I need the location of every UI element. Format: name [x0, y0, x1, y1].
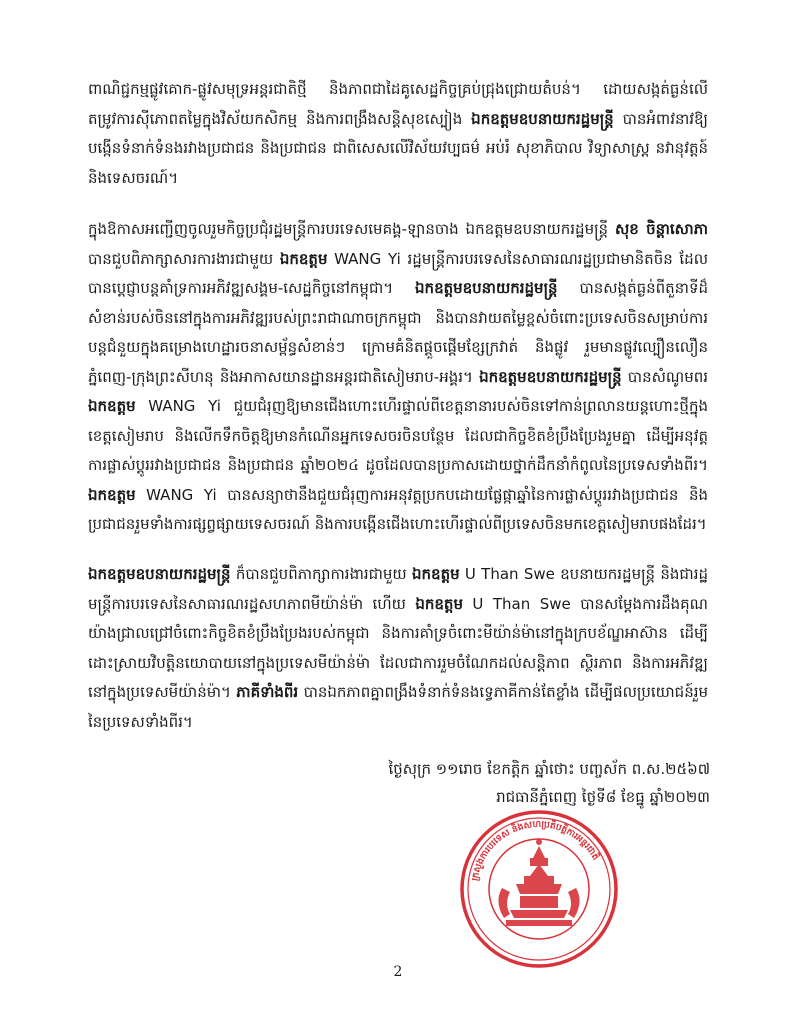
bold-name-text: ឯកឧត្តម: [88, 485, 136, 504]
body-text: U Than Swe បានសម្តែងការដឹងគុណយ៉ាងជ្រាលជ្រៅចំពោះកិច្ចខិតខំប្រឹងប្រែងរបស់កម្ពុជា និងការគាំទ្រចំពោះមីយ៉ាន់ម៉ានៅក្នុងក្របខ័ណ្ឌអាស៊ាន ដើម្បីដោះស្រាយវិបត្តិនយោបាយនៅក្នុងប្រទេសមីយ៉ាន់ម៉ា ដែលជាការរួមចំណែកដល់សន្តិភាព ស្ថិរភាព និងការអភិវឌ្ឍនៅក្នុងប្រទេសមីយ៉ាន់ម៉ា។: [88, 594, 708, 701]
body-text: ក៏បានជួបពិភាក្សាការងារជាមួយ: [230, 565, 412, 583]
body-text: បានសង្កត់ធ្ងន់ពីតួនាទីដ៏សំខាន់របស់ចិននៅក្នុងការអភិវឌ្ឍរបស់ព្រះរាជាណាចក្រកម្ពុជា និងបានវាយតម្លៃខ្ពស់ចំពោះប្រទេសចិនសម្រាប់ការបន្តជំនួយក្នុងគម្រោងហេដ្ឋារចនាសម្ព័ន្ធសំខាន់ៗ ក្រោមគំនិតផ្តួចផ្តើមខ្សែក្រវាត់ និងផ្លូវ រួមមានផ្លូវល្បឿនលឿនភ្នំពេញ-ក្រុងព្រះសីហនុ និងអាកាសយានដ្ឋានអន្តរជាតិសៀមរាប-អង្គរ។: [88, 279, 709, 386]
body-text: WANG Yi រដ្ឋមន្ត្រីការបរទេសនៃសាធារណរដ្ឋប្រជាមានិតចិន ដែលបានប្តេជ្ញាបន្តគាំទ្រការអភិវឌ្ឍសង្គម-សេដ្ឋកិច្ចនៅកម្ពុជា។: [88, 249, 708, 297]
body-text: បានឯកភាពគ្នាពង្រឹងទំនាក់ទំនងទ្វេភាគីកាន់តែខ្លាំង ដើម្បីផលប្រយោជន៍រួមនៃប្រទេសទាំងពីរ។: [88, 683, 708, 731]
body-text: WANG Yi បានសន្យាថានឹងជួយជំរុញការអនុវត្តប្រកបដោយផ្លែផ្កាឆ្នាំនៃការផ្លាស់ប្តូររវាងប្រជាជន និងប្រជាជនរួមទាំងការផ្សព្វផ្សាយទេសចរណ៍ និងការបង្កើនជើងហោះហើរផ្ទាល់ពីប្រទេសចិនមកខេត្តសៀមរាបផងដែរ។: [88, 485, 708, 533]
date-solar: រាជធានីភ្នំពេញ ថ្ងៃទី៨ ខែធ្នូ ឆ្នាំ២០២៣: [496, 788, 710, 806]
body-text: ពាណិជ្ជកម្មផ្លូវគោក-ផ្លូវសមុទ្រអន្តរជាតិថ្មី និងភាពជាដៃគូសេដ្ឋកិច្ចគ្រប់ជ្រុងជ្រោយតំបន់។ ដោយសង្កត់ធ្ងន់លើតម្រូវការស៊ីភោពតម្លៃក្នុងវិស័យកសិកម្ម និងការពង្រឹងសន្តិសុខស្បៀង: [88, 80, 708, 128]
paragraph-1: [88, 75, 708, 193]
date-lunar: ថ្ងៃសុក្រ ១១រោច ខែកត្តិក ឆ្នាំថោះ បញ្ចស័ក ព.ស.២៥៦៧: [388, 760, 710, 778]
bold-name-text: ឯកឧត្តម: [412, 565, 460, 583]
bold-name-text: ឯកឧត្តម: [88, 397, 136, 415]
page-number: 2: [393, 964, 403, 980]
bold-name-text: ឯកឧត្តមឧបនាយករដ្ឋមន្ត្រី: [88, 565, 231, 583]
bold-name-text: ឯកឧត្តមឧបនាយករដ្ឋមន្ត្រី: [479, 367, 622, 386]
body-text: បានជួបពិភាក្សាសារការងារជាមួយ: [88, 249, 280, 268]
body-text: បានសំណូមពរ: [621, 367, 709, 386]
svg-text:ក្រសួងការបរទេស និងសហប្រតិបត្តិ: ក្រសួងការបរទេស និងសហប្រតិបត្តិការអន្តរជាតិ: [470, 819, 601, 882]
paragraph-2: [88, 215, 708, 540]
body-text: ក្នុងឱកាសអញ្ជើញចូលរួមកិច្ចប្រជុំរដ្ឋមន្ត្រីការបរទេសមេគង្គ-ឡានចាង ឯកឧត្តមឧបនាយករដ្ឋមន្ត្រី: [88, 220, 615, 238]
body-text: បានអំពាវនាវឱ្យបង្កើនទំនាក់ទំនងរវាងប្រជាជន និងប្រជាជន ជាពិសេសលើវិស័យវប្បធម៌ អប់រំ សុខាភិបាល វិទ្យាសាស្ត្រ នវានុវត្តន៍ និងទេសចរណ៍។: [88, 109, 708, 187]
bold-name-text: ឯកឧត្តមឧបនាយករដ្ឋមន្ត្រី: [471, 109, 614, 128]
bold-name-text: ឯកឧត្តម: [279, 249, 328, 268]
paragraph-3: [88, 560, 708, 737]
bold-name-text: សុខ ចិន្តាសោភា: [614, 220, 708, 238]
bold-name-text: ឯកឧត្តម: [415, 594, 463, 613]
body-text: WANG Yi ជួយជំរុញឱ្យមានជើងហោះហើរផ្ទាល់ពីខេត្តនានារបស់ចិនទៅកាន់ព្រលានយន្តហោះថ្មីក្នុងខេត្តសៀមរាប និងលើកទឹកចិត្តឱ្យមានកំណើនអ្នកទេសចរចិនបន្ថែម ដែលជាកិច្ចខិតខំប្រឹងប្រែងរួមគ្នា ដើម្បីអនុវត្តការផ្លាស់ប្តូររវាងប្រជាជន និងប្រជាជន ឆ្នាំ២០២៤ ដូចដែលបានប្រកាសដោយថ្នាក់ដឹកនាំកំពូលនៃប្រទេសទាំងពីរ។: [88, 397, 708, 474]
bold-name-text: ភាគីទាំងពីរ: [236, 683, 299, 701]
bold-name-text: ឯកឧត្តមឧបនាយករដ្ឋមន្ត្រី: [415, 279, 558, 297]
ministry-seal-icon: [458, 808, 620, 970]
body-text: U Than Swe ឧបនាយករដ្ឋមន្ត្រី និងជារដ្ឋមន្ត្រីការបរទេសនៃសាធារណរដ្ឋសហភាពមីយ៉ាន់ម៉ា ហើយ: [88, 565, 708, 613]
